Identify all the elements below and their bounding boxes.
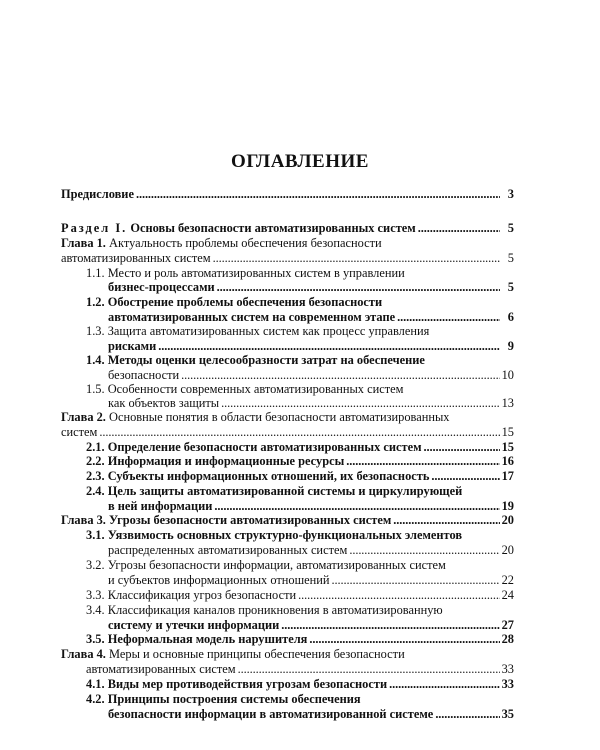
- entry-label: Классификация угроз безопасности: [107, 588, 297, 602]
- entry-label: Угрозы безопасности информации, автоматизированных систем: [107, 558, 446, 572]
- toc-entry-1-4[interactable]: [86, 353, 514, 368]
- entry-label: Классификация каналов проникновения в автоматизированную: [107, 603, 443, 617]
- toc-entry-chapter-4-cont: [86, 662, 514, 677]
- toc-entry-1-1-cont: [108, 280, 514, 295]
- dot-leader: [238, 662, 500, 677]
- dot-leader: [298, 588, 499, 603]
- page-number: 20: [501, 543, 514, 557]
- entry-label: Место и роль автоматизированных систем в управлении: [107, 266, 405, 280]
- dot-leader: [424, 440, 500, 455]
- entry-number: 2.4.: [86, 484, 105, 498]
- entry-number: 3.3.: [86, 588, 105, 602]
- toc-entry-section-1[interactable]: [61, 221, 514, 236]
- toc-entry-3-4-cont: [108, 618, 514, 633]
- entry-number: 1.4.: [86, 353, 105, 367]
- dot-leader: [309, 632, 499, 647]
- toc-entry-1-1[interactable]: [86, 266, 514, 281]
- entry-label: Защита автоматизированных систем как процесс управления: [107, 324, 430, 338]
- dot-leader: [349, 543, 499, 558]
- entry-label: Предисловие: [61, 187, 134, 201]
- entry-label: безопасности: [108, 368, 180, 382]
- toc-entry-3-3[interactable]: [86, 588, 514, 603]
- dot-leader: [435, 707, 499, 722]
- toc-entry-2-2[interactable]: [86, 454, 514, 469]
- toc-entry-3-1-cont: [108, 543, 514, 558]
- toc-entry-chapter-2[interactable]: [61, 410, 514, 425]
- toc-entry-3-4[interactable]: [86, 603, 514, 618]
- toc-entry-chapter-1[interactable]: [61, 236, 514, 251]
- entry-number: 3.4.: [86, 603, 105, 617]
- page-number: 5: [507, 251, 514, 265]
- entry-label: бизнес-процессами: [108, 280, 215, 294]
- dot-leader: [99, 425, 499, 440]
- page-number: 16: [501, 454, 514, 468]
- page-number: 15: [501, 440, 514, 454]
- dot-leader: [393, 513, 499, 528]
- entry-label: и субъектов информационных отношений: [108, 573, 330, 587]
- chapter-prefix: Глава 4.: [61, 647, 106, 661]
- entry-number: 1.5.: [86, 382, 105, 396]
- entry-number: 4.1.: [86, 677, 105, 691]
- entry-label: безопасности информации в автоматизированной системе: [108, 707, 434, 721]
- entry-label: Основные понятия в области безопасности автоматизированных: [105, 410, 450, 424]
- page-number: 19: [501, 499, 514, 513]
- entry-label: Неформальная модель нарушителя: [107, 632, 308, 646]
- dot-leader: [418, 221, 500, 236]
- page-number: 13: [501, 396, 514, 410]
- toc-entry-1-5[interactable]: [86, 382, 514, 397]
- toc-entry-3-1[interactable]: [86, 528, 514, 543]
- page-number: 35: [501, 707, 514, 721]
- entry-number: 2.3.: [86, 469, 105, 483]
- page-number: 22: [501, 573, 514, 587]
- entry-label: в ней информации: [108, 499, 213, 513]
- page-title: ОГЛАВЛЕНИЕ: [231, 151, 369, 172]
- entry-label: Субъекты информационных отношений, их безопасность: [107, 469, 430, 483]
- dot-leader: [332, 573, 500, 588]
- entry-label: систему и утечки информации: [108, 618, 280, 632]
- entry-label: рисками: [108, 339, 157, 353]
- page-number: 10: [501, 368, 514, 382]
- toc-entry-2-3[interactable]: [86, 469, 514, 484]
- entry-label: Информация и информационные ресурсы: [107, 454, 345, 468]
- entry-label: Обострение проблемы обеспечения безопасности: [107, 295, 383, 309]
- page-number: 28: [501, 632, 514, 646]
- dot-leader: [214, 499, 499, 514]
- entry-number: 2.2.: [86, 454, 105, 468]
- toc-entry-4-2[interactable]: [86, 692, 514, 707]
- dot-leader: [221, 396, 500, 411]
- entry-number: 3.5.: [86, 632, 105, 646]
- toc-entry-1-5-cont: [108, 396, 514, 411]
- entry-label: как объектов защиты: [108, 396, 220, 410]
- toc-entry-4-1[interactable]: [86, 677, 514, 692]
- entry-number: 1.1.: [86, 266, 105, 280]
- entry-label: распределенных автоматизированных систем: [108, 543, 348, 557]
- page-number: 20: [501, 513, 514, 527]
- entry-number: 3.1.: [86, 528, 105, 542]
- chapter-prefix: Глава 3.: [61, 513, 106, 527]
- toc-entry-1-3[interactable]: [86, 324, 514, 339]
- entry-number: 1.2.: [86, 295, 105, 309]
- page-number: 9: [507, 339, 514, 353]
- toc-entry-2-1[interactable]: [86, 440, 514, 455]
- toc-entry-chapter-2-cont: [61, 425, 514, 440]
- entry-label: Цель защиты автоматизированной системы и циркулирующей: [107, 484, 463, 498]
- entry-label: систем: [61, 425, 98, 439]
- section-prefix: Раздел I.: [61, 221, 128, 235]
- entry-label: Угрозы безопасности автоматизированных систем: [105, 513, 392, 527]
- entry-label: автоматизированных систем: [86, 662, 236, 676]
- toc-entry-1-4-cont: [108, 368, 514, 383]
- toc-entry-chapter-3[interactable]: [61, 513, 514, 528]
- page-number: 17: [501, 469, 514, 483]
- dot-leader: [213, 251, 500, 266]
- chapter-prefix: Глава 2.: [61, 410, 106, 424]
- entry-label: Меры и основные принципы обеспечения безопасности: [105, 647, 405, 661]
- dot-leader: [181, 368, 499, 383]
- dot-leader: [346, 454, 499, 469]
- entry-number: 2.1.: [86, 440, 105, 454]
- page-number: 15: [501, 425, 514, 439]
- dot-leader: [397, 310, 500, 325]
- entry-label: Уязвимость основных структурно-функциональных элементов: [107, 528, 463, 542]
- page-number: 3: [507, 187, 514, 201]
- entry-number: 4.2.: [86, 692, 105, 706]
- toc-entry-1-2-cont: [108, 310, 514, 325]
- toc-entry-3-5[interactable]: [86, 632, 514, 647]
- page-number: 5: [507, 280, 514, 294]
- entry-label: автоматизированных систем: [61, 251, 211, 265]
- chapter-prefix: Глава 1.: [61, 236, 106, 250]
- toc-entry-chapter-4[interactable]: [61, 647, 514, 662]
- entry-label: Принципы построения системы обеспечения: [107, 692, 361, 706]
- page-number: 24: [501, 588, 514, 602]
- entry-label: Актуальность проблемы обеспечения безопасности: [105, 236, 382, 250]
- toc-entry-preface[interactable]: [61, 187, 514, 202]
- page-number: 33: [501, 662, 514, 676]
- dot-leader: [281, 618, 499, 633]
- toc-entry-1-3-cont: [108, 339, 514, 354]
- page-number: 27: [501, 618, 514, 632]
- dot-leader: [136, 187, 500, 202]
- entry-number: 1.3.: [86, 324, 105, 338]
- dot-leader: [217, 280, 500, 295]
- dot-leader: [389, 677, 500, 692]
- dot-leader: [431, 469, 499, 484]
- entry-label: автоматизированных систем на современном этапе: [108, 310, 396, 324]
- entry-number: 3.2.: [86, 558, 105, 572]
- page-number: 6: [507, 310, 514, 324]
- toc-entry-2-4[interactable]: [86, 484, 514, 499]
- toc-entry-chapter-1-cont: [61, 251, 514, 266]
- dot-leader: [158, 339, 500, 354]
- page-number: 5: [507, 221, 514, 235]
- toc-entry-4-2-cont: [108, 707, 514, 722]
- toc-entry-2-4-cont: [108, 499, 514, 514]
- entry-label: Виды мер противодействия угрозам безопасности: [107, 677, 388, 691]
- toc-entry-3-2[interactable]: [86, 558, 514, 573]
- entry-label: Методы оценки целесообразности затрат на обеспечение: [107, 353, 425, 367]
- entry-label: Определение безопасности автоматизированных систем: [107, 440, 422, 454]
- entry-label: Особенности современных автоматизированных систем: [107, 382, 404, 396]
- page-number: 33: [501, 677, 514, 691]
- toc-entry-3-2-cont: [108, 573, 514, 588]
- toc-entry-1-2[interactable]: [86, 295, 514, 310]
- entry-label: Основы безопасности автоматизированных систем: [127, 221, 416, 235]
